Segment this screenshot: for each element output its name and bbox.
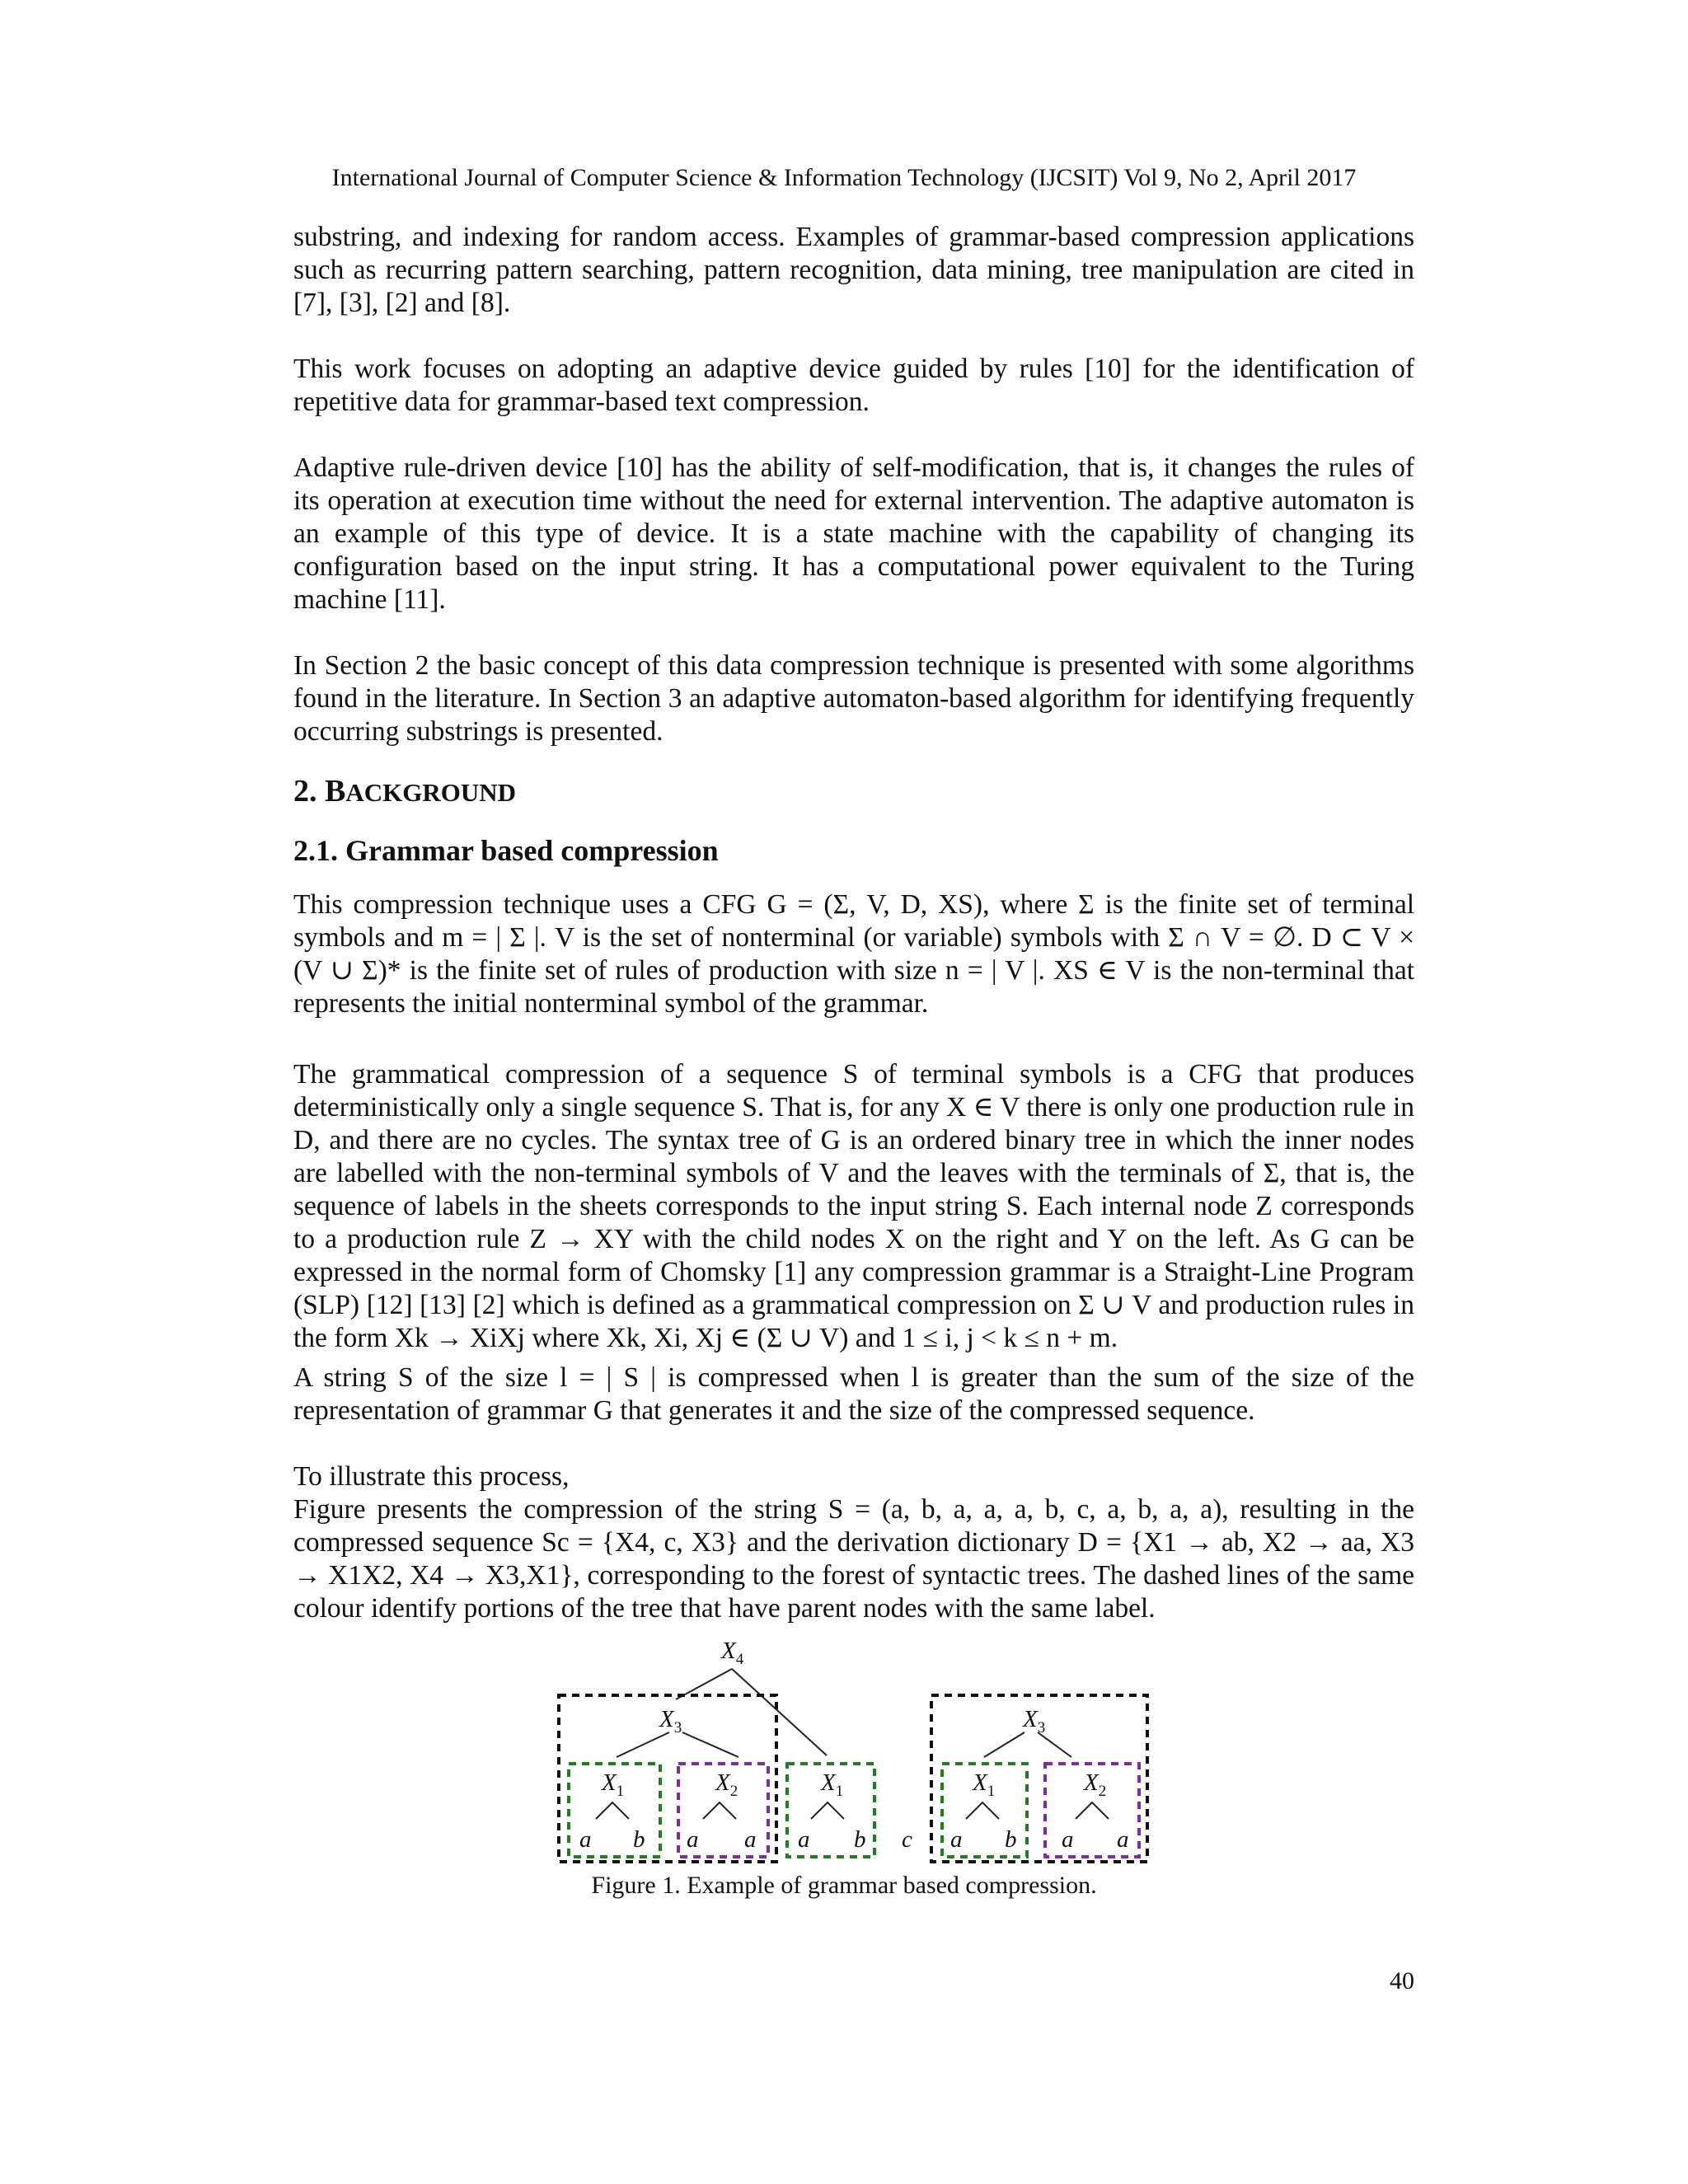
leaf-a: a — [687, 1826, 699, 1853]
leaf-a: a — [798, 1826, 810, 1853]
section-title-initial: B — [325, 774, 346, 808]
paragraph-text: In Section 2 the basic concept of this data compression technique is presented with some algorithms found in the literature. In Section 3 an adaptive automaton-based algorithm for identifying frequently occurring substrings is presented. — [293, 650, 1414, 747]
leaf-c: c — [902, 1826, 912, 1853]
leaf-a: a — [744, 1826, 757, 1853]
paragraph-text: This compression technique uses a CFG G = (Σ, V, D, XS), where Σ is the finite set of terminal symbols and m = | Σ |. V is the set of nonterminal (or variable) symbols with Σ ∩ V = ∅. D ⊂ V × (V ∪ Σ)* is the finite set of rules of production with size n = | V |. XS ∈ V is the non-terminal that represents the initial nonterminal symbol of the grammar. — [293, 889, 1414, 1019]
leaf-a: a — [1117, 1826, 1129, 1853]
leaf-b: b — [1005, 1826, 1017, 1853]
paragraph-text: Adaptive rule-driven device [10] has the ability of self-modification, that is, it changes the rules of its operation at execution time without the need for external intervention. The adaptive automaton is an example of this type of device. It is a state machine with the capability of changing its configuration based on the input string. It has a computational power equivalent to the Turing machine [11]. — [293, 452, 1414, 615]
dashed-boxes — [559, 1695, 1147, 1862]
paragraph-text: The grammatical compression of a sequence S of terminal symbols is a CFG that produces deterministically only a single sequence S. That is, for any X ∈ V there is only one production rule in D, and there are no cycles. The syntax tree of G is an ordered binary tree in which the inner nodes are labelled with the non-terminal symbols of V and the leaves with the terminals of Σ, that is, the sequence of labels in the sheets corresponds to the input string S. Each internal node Z corresponds to a production rule Z → XY with the child nodes X on the right and Y on the left. As G can be expressed in the normal form of Chomsky [1] any compression grammar is a Straight-Line Program (SLP) [12] [13] [2] which is defined as a grammatical compression on Σ ∪ V and production rules in the form Xk → XiXj where Xk, Xi, Xj ∈ (Σ ∪ V) and 1 ≤ i, j < k ≤ n + m. — [293, 1059, 1414, 1353]
page-number: 40 — [1390, 1967, 1414, 1994]
leaf-a: a — [579, 1826, 592, 1853]
paragraph-text: This work focuses on adopting an adaptive device guided by rules [10] for the identification of repetitive data for grammar-based text compression. — [293, 354, 1414, 417]
leaf-a: a — [950, 1826, 963, 1853]
node-x1: $X_1$ — [973, 1769, 996, 1800]
running-head: International Journal of Computer Science & Information Technology (IJCSIT) Vol 9, No 2, April 2017 — [331, 164, 1357, 191]
paragraph-text: Figure presents the compression of the string S = (a, b, a, a, a, b, c, a, b, a, a), resulting in the compressed sequence Sc = {X4, c, X3} and the derivation dictionary D = {X1 → ab, X2 → aa, X3 → X1X2, X4 → X3,X1}, corresponding to the forest of syntactic trees. The dashed lines of the same colour identify portions of the tree that have parent nodes with the same label. — [293, 1494, 1414, 1624]
node-x4: $X_4$ — [721, 1638, 744, 1668]
section-title-rest: ACKGROUND — [345, 778, 517, 807]
node-x1: $X_1$ — [602, 1769, 625, 1800]
node-labels — [601, 1638, 1106, 1800]
paragraph-text: A string S of the size l = | S | is compressed when l is greater than the sum of the size of the representation of grammar G that generates it and the size of the compressed sequence. — [293, 1362, 1414, 1426]
tree-edges — [596, 1669, 1109, 1819]
leaf-b: b — [854, 1826, 866, 1853]
paragraph-text: To illustrate this process, — [293, 1461, 570, 1492]
node-x3: $X_3$ — [1023, 1706, 1046, 1736]
paragraph-text: substring, and indexing for random access. Examples of grammar-based compression applications such as recurring pattern searching, pattern recognition, data mining, tree manipulation are cited in [7], [3], [2] and [8]. — [293, 222, 1414, 318]
subsection-title: 2.1. Grammar based compression — [293, 834, 719, 867]
node-x2: $X_2$ — [1084, 1769, 1107, 1800]
node-x1: $X_1$ — [821, 1769, 844, 1800]
section-number: 2. — [293, 774, 317, 808]
leaf-b: b — [633, 1826, 645, 1853]
node-x2: $X_2$ — [715, 1769, 738, 1800]
figure-caption: Figure 1. Example of grammar based compression. — [591, 1872, 1097, 1899]
node-x3: $X_3$ — [659, 1706, 682, 1736]
leaf-a: a — [1062, 1826, 1074, 1853]
